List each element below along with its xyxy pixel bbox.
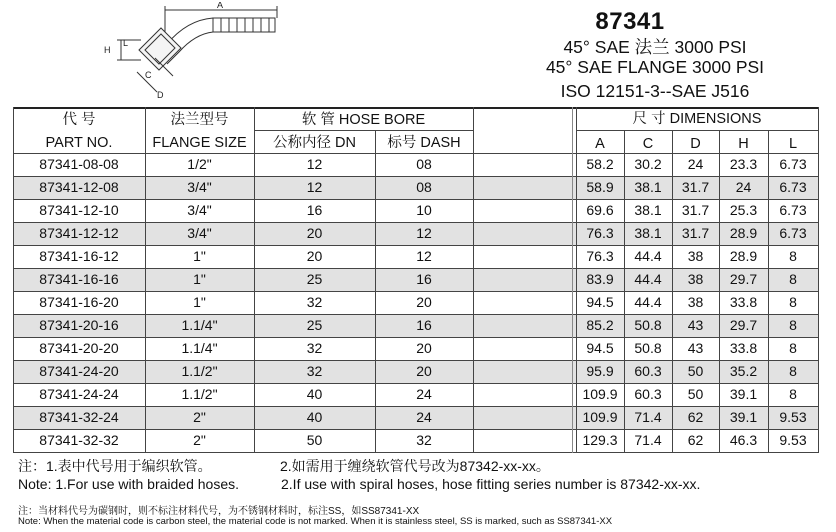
column-divider — [145, 107, 146, 453]
cell-dim-a: 83.9 — [586, 271, 614, 287]
note-material-en: Note: When the material code is carbon steel, the material code is not marked. When it is stainless steel, SS is marked, such as SS87341-XX — [18, 516, 613, 527]
cell-dn: 20 — [306, 248, 323, 264]
table-row — [13, 268, 818, 291]
cell-flange-size: 2" — [193, 409, 206, 425]
note-en-line — [18, 476, 700, 492]
cell-dim-h: 29.7 — [729, 317, 758, 333]
cell-dim-d: 38 — [687, 248, 704, 264]
cell-dn: 16 — [306, 202, 323, 218]
table-row — [13, 360, 818, 383]
cell-dash: 32 — [416, 432, 432, 448]
header-dim-d: D — [690, 136, 701, 152]
header-code-cn: 代 号 — [62, 112, 96, 128]
cell-flange-size: 1" — [193, 294, 206, 310]
row-divider — [13, 406, 818, 407]
product-code-title: 87341 — [595, 8, 665, 35]
row-divider — [13, 199, 818, 200]
header-dimensions: 尺 寸 DIMENSIONS — [632, 111, 762, 127]
cell-dn: 12 — [306, 156, 323, 172]
cell-dash: 08 — [416, 156, 432, 172]
cell-flange-size: 1/2" — [187, 156, 212, 172]
subtitle-standard: ISO 12151-3--SAE J516 — [560, 81, 750, 101]
cell-dash: 24 — [416, 409, 432, 425]
cell-dash: 10 — [416, 202, 432, 218]
cell-dim-h: 29.7 — [729, 271, 758, 287]
cell-dim-h: 25.3 — [729, 202, 758, 218]
cell-dim-h: 35.2 — [729, 363, 758, 379]
dim-label-a: A — [217, 2, 224, 10]
cell-dn: 32 — [306, 363, 323, 379]
cell-dn: 25 — [306, 317, 323, 333]
cell-part-no: 87341-16-16 — [39, 271, 119, 287]
cell-dim-h: 28.9 — [729, 248, 758, 264]
cell-dim-l: 6.73 — [779, 225, 807, 241]
header-dim-c: C — [642, 136, 654, 152]
cell-part-no: 87341-16-20 — [39, 294, 119, 310]
header-divider — [254, 130, 473, 131]
cell-dn: 25 — [306, 271, 323, 287]
cell-dim-h: 46.3 — [729, 432, 758, 448]
cell-dim-c: 71.4 — [634, 409, 662, 425]
cell-dn: 32 — [306, 340, 323, 356]
table-row — [13, 222, 818, 245]
cell-dim-h: 28.9 — [729, 225, 758, 241]
note-cn-2: 2.如需用于缠绕软管代号改为87342-xx-xx。 — [280, 458, 550, 474]
cell-part-no: 87341-12-10 — [39, 202, 119, 218]
cell-dn: 32 — [306, 294, 323, 310]
row-divider — [13, 360, 818, 361]
cell-dim-a: 85.2 — [586, 317, 614, 333]
cell-dim-a: 76.3 — [586, 225, 614, 241]
cell-flange-size: 1" — [193, 271, 206, 287]
cell-dim-d: 50 — [687, 363, 704, 379]
cell-flange-size: 1.1/4" — [181, 317, 218, 333]
cell-dim-h: 39.1 — [729, 386, 758, 402]
table-row — [13, 337, 818, 360]
cell-dim-d: 50 — [687, 386, 704, 402]
cell-dim-l: 6.73 — [779, 202, 807, 218]
cell-dim-l: 6.73 — [779, 156, 807, 172]
cell-dim-l: 8 — [789, 340, 797, 356]
row-divider — [13, 291, 818, 292]
cell-dim-d: 24 — [687, 156, 704, 172]
cell-dn: 12 — [306, 179, 323, 195]
dimensions-table — [13, 107, 818, 452]
column-divider — [13, 107, 14, 453]
cell-dash: 16 — [416, 317, 432, 333]
header-flange-size: FLANGE SIZE — [152, 135, 247, 151]
cell-dn: 50 — [306, 432, 323, 448]
cell-flange-size: 3/4" — [187, 202, 212, 218]
subtitle-cn: 45° SAE 法兰 3000 PSI — [563, 37, 747, 57]
cell-part-no: 87341-24-24 — [39, 386, 119, 402]
cell-flange-size: 2" — [193, 432, 206, 448]
cell-flange-size: 1.1/2" — [181, 363, 218, 379]
cell-dim-a: 58.9 — [586, 179, 614, 195]
column-divider — [254, 107, 255, 453]
header-dim-a: A — [595, 136, 605, 152]
row-divider — [13, 383, 818, 384]
cell-flange-size: 1.1/4" — [181, 340, 218, 356]
cell-dim-c: 30.2 — [634, 156, 662, 172]
cell-dim-d: 31.7 — [681, 179, 710, 195]
header-dim-h: H — [738, 136, 749, 152]
column-divider — [473, 107, 474, 453]
cell-dim-a: 94.5 — [586, 340, 614, 356]
table-row — [13, 383, 818, 406]
cell-dash: 24 — [416, 386, 432, 402]
cell-part-no: 87341-20-16 — [39, 317, 119, 333]
header-flange-cn: 法兰型号 — [170, 112, 229, 128]
cell-dim-l: 6.73 — [779, 179, 807, 195]
cell-dash: 20 — [416, 340, 432, 356]
column-divider — [624, 130, 625, 453]
cell-dim-a: 129.3 — [582, 432, 618, 448]
cell-part-no: 87341-08-08 — [39, 156, 119, 172]
row-divider — [13, 176, 818, 177]
cell-dim-l: 8 — [789, 317, 797, 333]
header-part-no: PART NO. — [45, 135, 113, 151]
cell-part-no: 87341-16-12 — [39, 248, 119, 264]
cell-dim-l: 8 — [789, 248, 797, 264]
cell-dim-a: 94.5 — [586, 294, 614, 310]
column-divider — [375, 130, 376, 453]
cell-dim-d: 31.7 — [681, 202, 710, 218]
cell-dash: 20 — [416, 363, 432, 379]
cell-part-no: 87341-32-32 — [39, 432, 119, 448]
cell-dash: 08 — [416, 179, 432, 195]
table-row — [13, 176, 818, 199]
cell-dim-c: 38.1 — [634, 179, 662, 195]
cell-dim-h: 33.8 — [729, 340, 758, 356]
cell-dim-h: 24 — [735, 179, 752, 195]
note-en-1: Note: 1.For use with braided hoses. — [18, 476, 240, 492]
cell-dim-d: 43 — [687, 317, 704, 333]
cell-dim-h: 39.1 — [729, 409, 758, 425]
cell-dim-l: 8 — [789, 386, 797, 402]
table-row — [13, 314, 818, 337]
table-border-top — [13, 107, 818, 109]
cell-flange-size: 3/4" — [187, 225, 212, 241]
cell-flange-size: 1" — [193, 248, 206, 264]
cell-dim-c: 44.4 — [634, 271, 662, 287]
cell-dim-a: 95.9 — [586, 363, 614, 379]
cell-dim-d: 62 — [687, 432, 704, 448]
cell-part-no: 87341-32-24 — [39, 409, 119, 425]
column-divider — [572, 107, 573, 453]
cell-dim-d: 31.7 — [681, 225, 710, 241]
cell-dim-a: 109.9 — [582, 386, 618, 402]
column-divider — [672, 130, 673, 453]
cell-dim-h: 23.3 — [729, 156, 758, 172]
cell-dim-l: 8 — [789, 271, 797, 287]
cell-flange-size: 1.1/2" — [181, 386, 218, 402]
cell-dim-a: 69.6 — [586, 202, 614, 218]
fitting-drawing — [95, 2, 295, 102]
dim-label-d: D — [157, 90, 164, 100]
cell-dim-a: 109.9 — [582, 409, 618, 425]
column-divider — [719, 130, 720, 453]
dim-label-h: H — [104, 45, 111, 55]
cell-dim-c: 38.1 — [634, 202, 662, 218]
row-divider — [13, 268, 818, 269]
cell-dim-c: 50.8 — [634, 340, 662, 356]
cell-dim-d: 38 — [687, 271, 704, 287]
cell-part-no: 87341-20-20 — [39, 340, 119, 356]
row-divider — [13, 452, 818, 453]
header-dn: 公称内径 DN — [273, 135, 356, 151]
row-divider — [13, 314, 818, 315]
cell-dim-d: 38 — [687, 294, 704, 310]
cell-dim-c: 50.8 — [634, 317, 662, 333]
header-dash: 标号 DASH — [387, 135, 461, 151]
note-en-2: 2.If use with spiral hoses, hose fitting series number is 87342-xx-xx. — [281, 476, 701, 492]
cell-part-no: 87341-24-20 — [39, 363, 119, 379]
row-divider — [13, 222, 818, 223]
row-divider — [13, 337, 818, 338]
cell-flange-size: 3/4" — [187, 179, 212, 195]
cell-dn: 40 — [306, 409, 323, 425]
cell-dim-l: 9.53 — [779, 432, 807, 448]
cell-dim-d: 62 — [687, 409, 704, 425]
header-divider — [576, 130, 818, 131]
cell-dash: 12 — [416, 248, 432, 264]
cell-dim-a: 76.3 — [586, 248, 614, 264]
cell-dash: 12 — [416, 225, 432, 241]
cell-dim-l: 8 — [789, 294, 797, 310]
subtitle-en: 45° SAE FLANGE 3000 PSI — [545, 57, 765, 77]
cell-dim-c: 71.4 — [634, 432, 662, 448]
cell-dash: 20 — [416, 294, 432, 310]
table-row — [13, 291, 818, 314]
cell-part-no: 87341-12-12 — [39, 225, 119, 241]
cell-part-no: 87341-12-08 — [39, 179, 119, 195]
header-dim-l: L — [788, 136, 798, 152]
header-bottom-line — [13, 153, 818, 154]
column-divider — [768, 130, 769, 453]
cell-dim-c: 44.4 — [634, 294, 662, 310]
row-divider — [13, 245, 818, 246]
note-cn-line — [18, 456, 550, 476]
column-divider — [576, 107, 577, 453]
note-material-cn: 注：当材料代号为碳钢时，则不标注材料代号，为不锈钢材料时，标注SS，如SS87341-XX — [18, 506, 420, 517]
cell-dn: 20 — [306, 225, 323, 241]
row-divider — [13, 429, 818, 430]
cell-dim-h: 33.8 — [729, 294, 758, 310]
cell-dim-l: 9.53 — [779, 409, 807, 425]
table-row — [13, 429, 818, 452]
header-hose-bore: 软 管 HOSE BORE — [301, 112, 426, 128]
cell-dn: 40 — [306, 386, 323, 402]
cell-dim-a: 58.2 — [586, 156, 614, 172]
cell-dim-d: 43 — [687, 340, 704, 356]
column-divider — [818, 107, 819, 453]
table-row — [13, 406, 818, 429]
cell-dim-c: 60.3 — [634, 386, 662, 402]
table-row — [13, 199, 818, 222]
cell-dim-c: 44.4 — [634, 248, 662, 264]
cell-dim-c: 38.1 — [634, 225, 662, 241]
dim-label-l: L — [123, 38, 129, 48]
cell-dim-l: 8 — [789, 363, 797, 379]
dim-label-c: C — [145, 70, 152, 80]
note-cn-1: 注：1.表中代号用于编织软管。 — [18, 458, 212, 474]
cell-dash: 16 — [416, 271, 432, 287]
table-row — [13, 153, 818, 176]
table-row — [13, 245, 818, 268]
cell-dim-c: 60.3 — [634, 363, 662, 379]
